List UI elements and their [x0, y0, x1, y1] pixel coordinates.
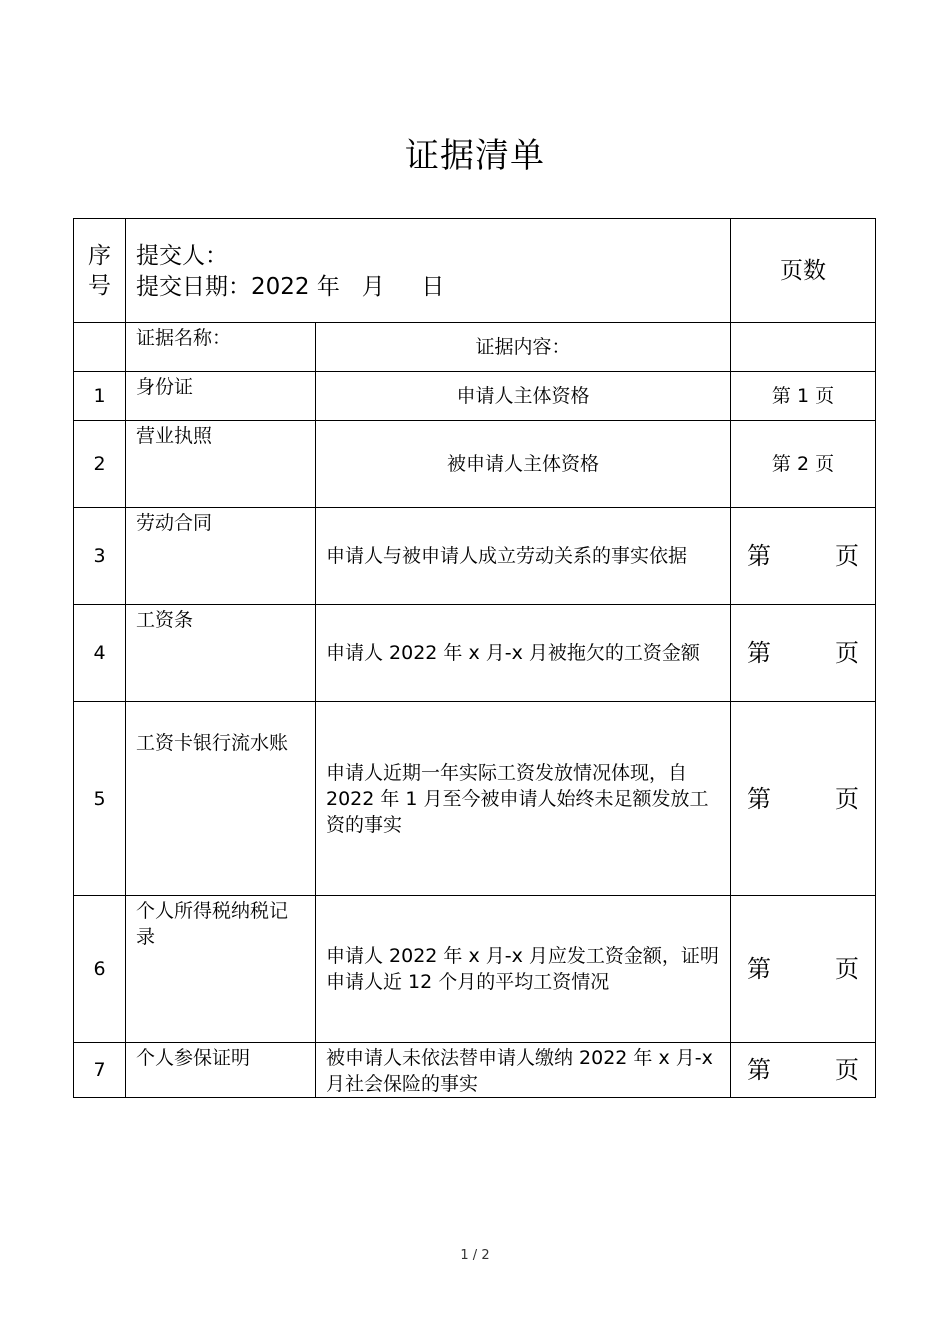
row-number: 4 [74, 605, 126, 702]
seq-header [74, 219, 126, 323]
page-ref [731, 508, 876, 605]
evidence-content: 申请人 2022 年 x 月-x 月应发工资金额，证明申请人近 12 个月的平均工资情况 [316, 896, 731, 1043]
empty-cell [731, 323, 876, 372]
row-number: 7 [74, 1043, 126, 1098]
page-ref [731, 702, 876, 896]
submitter-label: 提交人： [136, 243, 228, 269]
page-suffix: 页 [835, 639, 859, 667]
row-number: 1 [74, 372, 126, 421]
pages-header: 页数 [731, 219, 876, 323]
page-prefix: 第 [747, 1056, 771, 1084]
row-number: 3 [74, 508, 126, 605]
submit-info-cell [126, 219, 731, 323]
evidence-name: 个人参保证明 [126, 1043, 316, 1098]
page-ref [731, 896, 876, 1043]
page-prefix: 第 [747, 784, 771, 813]
document-title: 证据清单 [405, 136, 545, 176]
evidence-content: 申请人与被申请人成立劳动关系的事实依据 [316, 508, 731, 605]
column-label-row [74, 323, 876, 372]
submit-date-label: 提交日期：2022 年 月 日 [136, 274, 445, 300]
evidence-name: 劳动合同 [126, 508, 316, 605]
page-suffix: 页 [835, 784, 859, 813]
evidence-content: 被申请人未依法替申请人缴纳 2022 年 x 月-x 月社会保险的事实 [316, 1043, 731, 1098]
evidence-name: 身份证 [126, 372, 316, 421]
evidence-content: 申请人主体资格 [316, 372, 731, 421]
evidence-name: 个人所得税纳税记录 [126, 896, 316, 1043]
table-row [74, 372, 876, 421]
row-number: 2 [74, 421, 126, 508]
table-row [74, 605, 876, 702]
evidence-name-header: 证据名称： [126, 323, 316, 372]
page-ref: 第 1 页 [731, 372, 876, 421]
page-ref [731, 605, 876, 702]
table-header-row [74, 219, 876, 323]
evidence-content-header: 证据内容： [316, 323, 731, 372]
row-number: 6 [74, 896, 126, 1043]
evidence-table [73, 218, 876, 1098]
page-prefix: 第 [747, 955, 771, 983]
page-prefix: 第 [747, 542, 771, 570]
evidence-name: 工资条 [126, 605, 316, 702]
page-ref: 第 2 页 [731, 421, 876, 508]
seq-header-line1: 序 [88, 242, 111, 269]
page-prefix: 第 [747, 639, 771, 667]
page-suffix: 页 [835, 542, 859, 570]
table-row [74, 421, 876, 508]
page-suffix: 页 [835, 1056, 859, 1084]
evidence-name: 营业执照 [126, 421, 316, 508]
page-indicator: 1 / 2 [460, 1248, 490, 1263]
empty-cell [74, 323, 126, 372]
table-row [74, 896, 876, 1043]
page-ref [731, 1043, 876, 1098]
evidence-content: 被申请人主体资格 [316, 421, 731, 508]
table-row [74, 508, 876, 605]
table-row [74, 702, 876, 896]
row-number: 5 [74, 702, 126, 896]
evidence-content: 申请人近期一年实际工资发放情况体现，自 2022 年 1 月至今被申请人始终未足额发放工资的事实 [316, 702, 731, 896]
evidence-content: 申请人 2022 年 x 月-x 月被拖欠的工资金额 [316, 605, 731, 702]
evidence-name: 工资卡银行流水账 [126, 702, 316, 896]
page-suffix: 页 [835, 955, 859, 983]
table-row [74, 1043, 876, 1098]
seq-header-line2: 号 [88, 272, 111, 299]
